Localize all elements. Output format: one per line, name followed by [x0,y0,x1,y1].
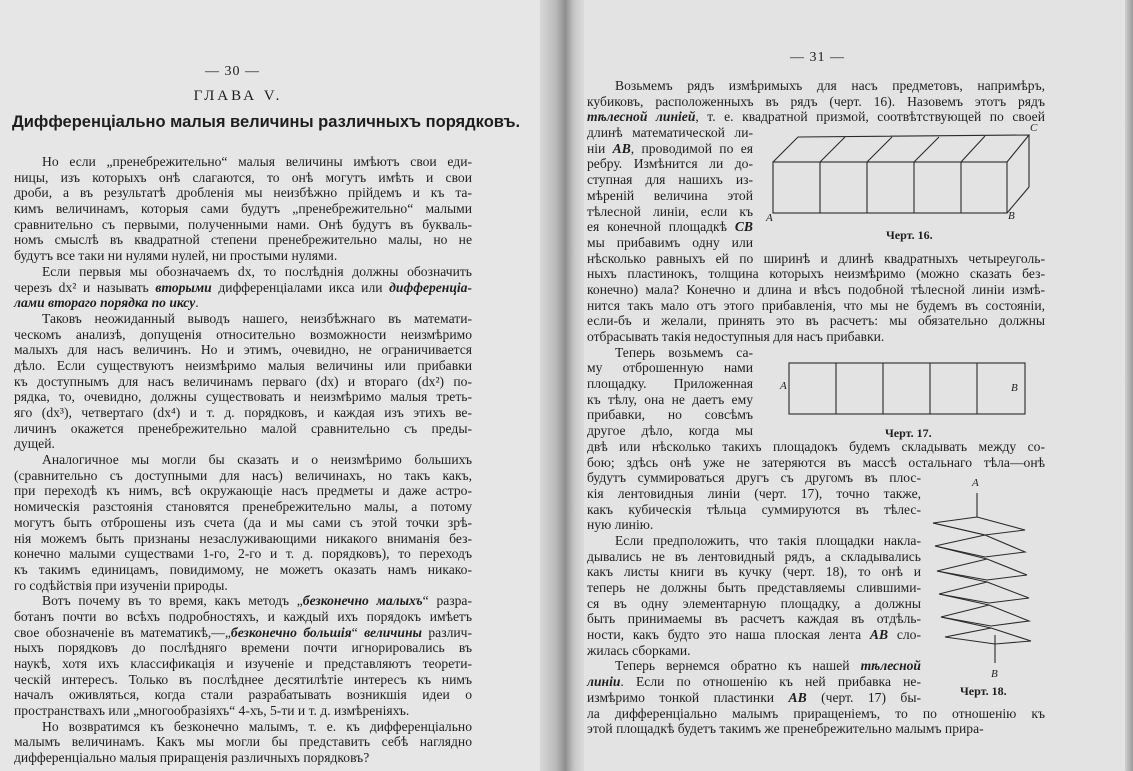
text-line: номическія разстоянія становятся пренебрежительно малы, а потому [14,499,472,515]
text-line [587,109,1045,125]
text-segment: ніи [587,140,613,156]
text-line: ныхъ пластинокъ, толщина которыхъ неизмѣримо (можно сказать без- [587,266,1045,282]
text-line: яго (dx³), четвертаго (dx⁴) и т. д. порядковъ, и каждая изъ этихъ ве- [14,405,472,420]
text-line: ческій интересъ. Только въ послѣднее десятилѣтіе интересъ къ нимъ [14,671,472,687]
text-line: дифференціально малыя приращенія различныхъ порядковъ? [14,750,370,766]
text-line: ницы, изъ которыхъ онѣ слагаются, то онѣ могутъ имѣть и свои [14,169,472,185]
text-segment: Вотъ почему въ то время, какъ методъ „ [42,593,303,609]
emphasized-text: лами втораго порядка по иксу [14,295,196,311]
text-line: пространствахъ или „многообразіяхъ“ 4-хъ, 5-ти и т. д. измѣреніяхъ. [14,703,410,719]
text-line: будутъ все таки ни нулями нулей, ни простыми нулями. [14,248,338,264]
emphasized-text: CB [734,219,753,235]
text-segment: различ- [421,624,472,640]
left-page-text [14,154,472,766]
text-segment: (черт. 17) бы- [806,689,921,705]
book-spine-fold [540,0,586,771]
text-line: Но если „пренебрежительно“ малыя величины имѣютъ свои еди- [42,154,472,169]
text-line: нѣсколько равныхъ ей по ширинѣ и длинѣ квадратныхъ четыреуголь- [587,250,1045,266]
text-segment: сло- [888,627,921,643]
text-line: мѣреній величина этой [587,187,753,203]
text-line: сравнительно съ первыми, полученными нами. Онѣ будутъ въ букваль- [14,216,472,232]
text-line: нія можемъ быть признаны незаслуживающими никакого вниманія без- [14,530,472,546]
figure-16-label-c: C [1030,122,1038,134]
text-line: дущей. [14,436,55,452]
emphasized-text: линіи [587,674,621,690]
text-block [587,78,1045,125]
text-line: номъ смыслѣ въ квадратной степени пренебрежительно малы, но не [14,232,472,248]
figure-18-folded-strip-drawing [925,493,1040,668]
text-line: кимъ величинамъ, которыя сами будутъ „пренебрежительно“ малыми [14,201,472,217]
text-line: теперь не должны быть представляемы слившими- [587,580,921,595]
emphasized-text: вторыми [155,279,212,295]
emphasized-text: AB [788,689,807,705]
text-line [587,219,753,235]
page-edge [1125,0,1133,771]
emphasized-text: AB [612,140,631,156]
text-line: бою; здѣсь онѣ уже не затеряются въ массѣ остальнаго тѣла—онѣ [587,454,1045,470]
emphasized-text: AB [869,627,889,643]
text-segment: “ [351,624,365,640]
text-line: этой площадкѣ будетъ такимъ же пренебрежительно малымъ прира- [587,721,984,737]
text-line: началъ оживляться, когда стали разрабатывать возникшія идеи о [14,687,472,703]
text-line: Теперь возьмемъ са- [615,344,753,360]
text-line: кія лентовидныя линіи (черт. 17), точно также, [587,485,921,501]
text-line: при переходѣ къ нимъ, всѣ окружающіе насъ предметы и даже астро- [14,483,472,499]
text-line: малымъ величинамъ. Какъ мы могли бы представить себѣ наглядно [14,734,472,750]
figure-17-label-a: A [780,380,787,392]
text-line: конечно) мала? Конечно и длина и вѣсъ подобной тѣлесной линіи измѣ- [587,281,1045,297]
text-line: му отброшенную нами [587,360,753,376]
text-line: двѣ или нѣсколько такихъ площадокъ будемъ складывать между со- [587,438,1045,454]
text-block [587,439,1045,470]
emphasized-text: величины [364,624,422,640]
text-block-wrap-fig16 [587,125,753,251]
text-line: ную линію. [587,517,654,533]
emphasized-text: тѣлесной линіей [587,109,696,125]
text-line: малыхъ для насъ величинъ. Но и этимъ, очевидно, не ограничивается [14,342,472,358]
figure-17-caption: Черт. 17. [885,426,932,440]
text-line [587,627,921,643]
figure-16-caption: Черт. 16. [886,228,933,242]
text-line: дывались не въ лентовидный рядъ, а складывались [587,548,921,564]
text-line: отбрасывать такія недоступныя для насъ прибавки. [587,329,885,344]
text-segment: , т. е. квадратной призмой, соотвѣтствующей по своей [695,109,1045,125]
text-line: ступная для нашихъ из- [587,172,753,188]
text-line [14,264,472,280]
text-line: ла дифференціально малымъ приращеніемъ, то по отношенію къ [587,705,1045,721]
figure-18-label-b: B [991,668,998,680]
text-line [14,593,472,609]
figure-16-label-b: B [1008,210,1015,222]
text-line [587,690,921,706]
figure-17-label-b: B [1011,382,1018,394]
text-segment: Теперь вернемся обратно къ нашей [615,658,861,674]
text-line: Аналогичное мы могли бы сказать и о неизмѣримо большихъ [42,452,472,468]
text-line: ботанъ почти во всѣхъ подробностяхъ, и каждый ихъ порядокъ имѣетъ [14,608,472,624]
text-segment: . Если по отношенію къ ней прибавка не- [620,674,921,690]
text-segment: черезъ dx² и называть [14,279,156,295]
text-block-wrap-fig18 [587,470,921,705]
figure-16-label-a: A [766,212,773,224]
text-line: нится такъ мало отъ этого прибавленія, что мы не будемъ въ состояніи, [587,297,1045,313]
text-line: го содѣйствія при изученіи природы. [14,577,228,593]
text-segment: ности, какъ будто это наша плоская лента [587,627,870,643]
text-line: дѣло. Если существуютъ неизмѣримо малыя величины или прибавки [14,357,472,373]
text-line [587,658,921,674]
text-line: къ доступнымъ для насъ величинамъ перваго (dx) и втораго (dx²) по- [14,373,472,389]
text-line: могутъ быть отброшены изъ счета (да и мы сами съ этой точки зрѣ- [14,514,472,530]
text-line: дроби, а въ результатѣ дробленія мы неизбѣжно прійдемъ и къ та- [14,185,472,201]
text-segment: Если первыя мы обозначаемъ dx, то послѣднія должны обозначить [42,263,472,279]
figure-18-caption: Черт. 18. [960,684,1007,698]
text-block [587,706,1045,737]
text-line: Если предположить, что такія площадки накла- [615,532,921,548]
text-line: Таковъ неожиданный выводъ нашего, неизбѣжнаго въ математи- [42,310,472,326]
text-line: личинъ окажется пренебрежительно малой сравнительно съ преды- [14,420,472,436]
figure-18-label-a: A [972,477,979,489]
text-line: рядка, то, очевидно, должны существовать и неизмѣримо малыя треть- [14,389,472,405]
text-segment: ея конечной площадкѣ [587,219,735,235]
text-line: жилась сборками. [587,642,691,658]
text-line: ческомъ анализѣ, допущенія относительно возможности неизмѣримо [14,326,472,342]
text-line: какъ кубическія тѣльца суммируются въ тѣлес- [587,501,921,517]
text-line: къ тѣлу, она не даетъ ему [587,391,753,407]
text-line: наукѣ, хотя ихъ классификація и изученіе и представляютъ теорети- [14,656,472,671]
text-block [14,154,472,766]
text-line: площадку. Приложенная [587,376,753,392]
text-line: длинѣ математической ли- [587,125,753,141]
text-segment: . [195,295,199,311]
text-line [587,674,921,690]
text-line: другое дѣло, когда мы [587,423,753,439]
text-line: будутъ суммироваться другъ съ другомъ въ плос- [587,470,921,486]
emphasized-text: безконечно большія [230,624,352,640]
text-line: ныхъ порядковъ до послѣдняго времени почти игнорировались въ [14,640,472,656]
text-segment: свое обозначеніе въ математикѣ,—„ [14,624,231,640]
text-line [14,625,472,641]
emphasized-text: безконечно малыхъ [302,593,423,609]
figure-17-strip-drawing [785,358,1030,420]
text-segment: , проводимой по ея [630,140,753,156]
text-line [14,280,472,296]
text-line: кубиковъ, расположенныхъ въ рядъ (черт. 16). Назовемъ этотъ рядъ [587,93,1045,109]
page-number-right: — 31 — [790,50,845,65]
text-block [587,251,1045,345]
text-line: если-бъ и желали, принять это въ расчетъ: мы обязательно должны [587,313,1045,329]
text-line: къ такимъ единицамъ, повидимому, не можетъ оказать намъ никако- [14,561,472,577]
text-line: Возьмемъ рядъ измѣримыхъ для насъ предметовъ, напримѣръ, [615,78,1045,93]
text-segment: дифференціалами икса или [211,279,390,295]
text-line: тѣлесной линіи, если къ [587,203,753,219]
text-line: ребру. Измѣнится ли до- [587,156,753,172]
text-segment: “ разра- [422,593,472,609]
text-line [587,141,753,157]
text-line: мы прибавимъ одну или [587,234,753,250]
emphasized-text: тѣлесной [860,658,921,674]
text-line: какъ листы книги въ кучку (черт. 18), то онѣ и [587,564,921,580]
text-block-wrap-fig17 [587,345,753,439]
page-number-left: — 30 — [205,64,260,79]
text-line: быть принимаемы въ расчетъ каждая въ отдѣль- [587,611,921,627]
figure-16-prism-drawing [761,125,1041,225]
chapter-heading: Дифференціально малыя величины различныхъ порядковъ. [12,113,521,131]
text-line: прибавки, но совсѣмъ [587,407,753,423]
emphasized-text: дифференціа- [389,279,472,295]
text-segment: измѣримо тонкой пластинки [587,689,789,705]
text-line: ся въ одну элементарную площадку, а должны [587,595,921,611]
chapter-title: ГЛАВА V. [193,88,283,104]
text-line: конечно малыми существами 1-го, 2-го и т. д. порядковъ), то переходъ [14,546,472,562]
text-line: (сравнительно съ доступными для насъ) величинахъ, но такъ какъ, [14,467,472,483]
text-line: Но возвратимся къ безконечно малымъ, т. е. къ дифференціально [42,718,472,734]
text-line [14,295,472,311]
